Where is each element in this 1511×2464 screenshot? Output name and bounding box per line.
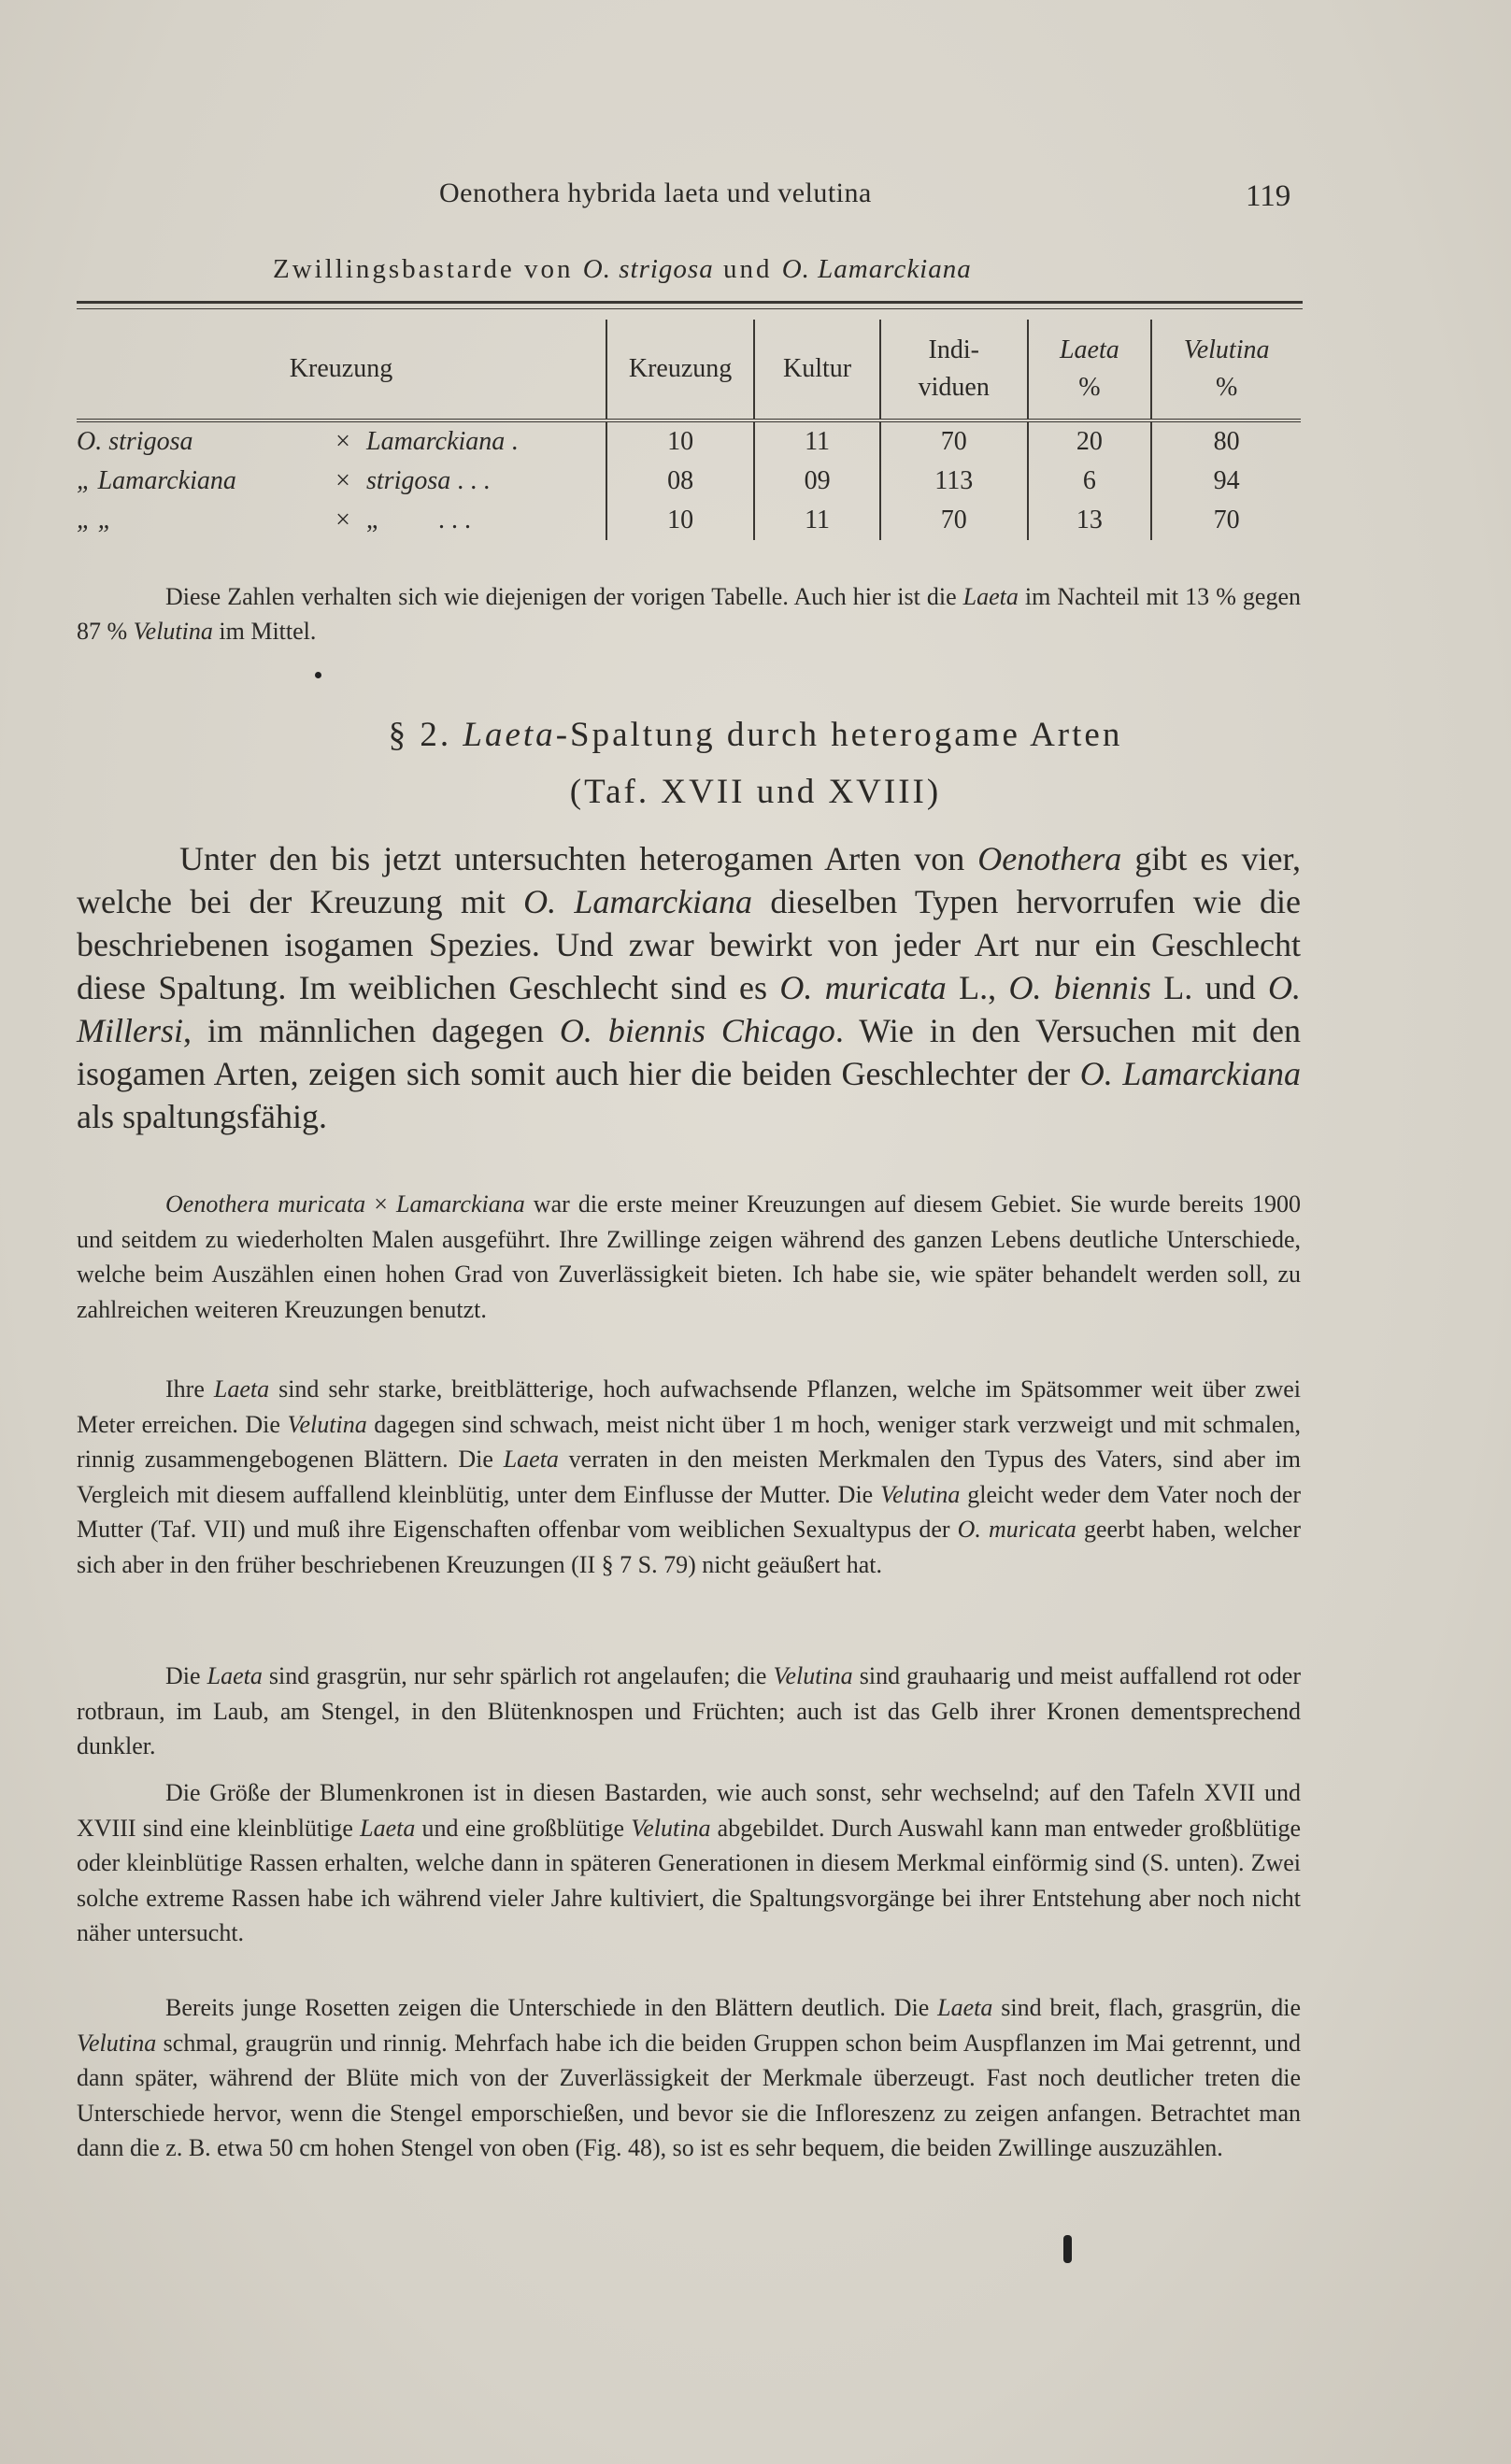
cross-cell: „ „ × „ . . . (77, 506, 471, 534)
cell-individuen: 113 (880, 462, 1027, 501)
cell-kreuzung: 10 (606, 420, 754, 462)
cell-laeta: 13 (1028, 501, 1152, 540)
header-individuen: Indi- viduen (880, 320, 1027, 420)
cell-velutina: 70 (1151, 501, 1301, 540)
table-note: Diese Zahlen verhalten sich wie diejenigen der vorigen Tabelle. Auch hier ist die Laeta im Nachteil mit 13 % gegen 87 % Velutina im Mittel. (77, 583, 1301, 645)
ink-speck (1063, 2235, 1072, 2263)
table-row (77, 462, 1301, 501)
cell-kultur: 09 (754, 462, 880, 501)
cell-velutina: 80 (1151, 420, 1301, 462)
table-header-row (77, 320, 1301, 420)
cell-laeta: 20 (1028, 420, 1152, 462)
intro-paragraph: Unter den bis jetzt untersuchten heterogamen Arten von Oenothera gibt es vier, welche bei der Kreuzung mit O. Lamarckiana dieselben Typen hervorrufen wie die beschriebenen isogamen Spezies. Und zwar bewirkt von jeder Art nur ein Geschlecht diese Spaltung. Im weiblichen Geschlecht sind es O. muricata L., O. biennis L. und O. Millersi, im männlichen dagegen O. biennis Chicago. Wie in den Versuchen mit den isogamen Arten, zeigen sich somit auch hier die beiden Geschlechter der O. Lamarckiana als spaltungsfähig. (77, 840, 1301, 1135)
body-paragraph: Bereits junge Rosetten zeigen die Unterschiede in den Blättern deutlich. Die Laeta sind breit, flach, grasgrün, die Velutina schmal, graugrün und rinnig. Mehrfach habe ich die beiden Gruppen schon beim Auspflanzen im Mai getrennt, und dann später, während der Blüte mich von der Zuverlässigkeit der Merkmale überzeugt. Fast noch deutlicher treten die Unterschiede hervor, wenn die Stengel emporschießen, und bevor sie die Infloreszenz zu zeigen anfangen. Betrachtet man dann die z. B. etwa 50 cm hohen Stengel von oben (Fig. 48), so ist es sehr bequem, die beiden Zwillinge auszuzählen. (77, 1994, 1301, 2161)
caption-text: Zwillingsbastarde von (273, 254, 583, 284)
section-title: § 2. Laeta-Spaltung durch heterogame Arten (388, 716, 1123, 754)
cross-cell: „ Lamarckiana × strigosa . . . (77, 466, 491, 495)
body-paragraph: Die Laeta sind grasgrün, nur sehr spärlich rot angelaufen; die Velutina sind grauhaarig und meist auffallend rot oder rotbraun, im Laub, am Stengel, in den Blütenknospen und Früchten; auch ist das Gelb ihrer Kronen dementsprechend dunkler. (77, 1662, 1301, 1759)
header-kultur: Kultur (754, 320, 880, 420)
crossing-table (77, 320, 1301, 540)
table-row (77, 501, 1301, 540)
cell-kreuzung: 08 (606, 462, 754, 501)
running-title: Oenothera hybrida laeta und velutina (439, 178, 872, 208)
table-top-rule-2 (77, 308, 1303, 309)
cross-cell: O. strigosa × Lamarckiana . (77, 427, 519, 456)
page-number: 119 (1246, 179, 1291, 213)
header-laeta: Laeta % (1028, 320, 1152, 420)
cell-individuen: 70 (880, 501, 1027, 540)
cell-kultur: 11 (754, 501, 880, 540)
ink-speck (315, 672, 321, 678)
section-subtitle: (Taf. XVII und XVIII) (569, 773, 942, 811)
cell-individuen: 70 (880, 420, 1027, 462)
header-kreuzung-jahr: Kreuzung (606, 320, 754, 420)
table-caption (273, 254, 972, 285)
cell-kultur: 11 (754, 420, 880, 462)
caption-and: und (713, 254, 782, 284)
cell-laeta: 6 (1028, 462, 1152, 501)
caption-species-1: O. strigosa (582, 254, 714, 284)
header-velutina: Velutina % (1151, 320, 1301, 420)
table-top-rule (77, 301, 1303, 304)
header-kreuzung: Kreuzung (77, 320, 606, 420)
cell-velutina: 94 (1151, 462, 1301, 501)
body-paragraph: Die Größe der Blumenkronen ist in diesen Bastarden, wie auch sonst, sehr wechselnd; auf den Tafeln XVII und XVIII sind eine kleinblütige Laeta und eine großblütige Velutina abgebildet. Durch Auswahl kann man entweder großblütige oder kleinblütige Rassen erhalten, welche dann in späteren Generationen in diesem Merkmal einförmig sind (S. unten). Zwei solche extreme Rassen habe ich während vieler Jahre kultiviert, die Spaltungsvorgänge bei ihrer Entstehung aber noch nicht näher untersucht. (77, 1779, 1301, 1946)
body-paragraph: Oenothera muricata × Lamarckiana war die erste meiner Kreuzungen auf diesem Gebiet. Sie wurde bereits 1900 und seitdem zu wiederholten Malen ausgeführt. Ihre Zwillinge zeigen während des ganzen Lebens deutliche Unterschiede, welche beim Auszählen einen hohen Grad von Zuverlässigkeit bieten. Ich habe sie, wie später behandelt werden soll, zu zahlreichen weiteren Kreuzungen benutzt. (77, 1190, 1301, 1323)
caption-species-2: O. Lamarckiana (781, 254, 972, 284)
table-row (77, 420, 1301, 462)
cell-kreuzung: 10 (606, 501, 754, 540)
body-paragraph: Ihre Laeta sind sehr starke, breitblätterige, hoch aufwachsende Pflanzen, welche im Spätsommer weit über zwei Meter erreichen. Die Velutina dagegen sind schwach, meist nicht über 1 m hoch, weniger stark verzweigt und mit schmalen, rinnig zusammengebogenen Blättern. Die Laeta verraten in den meisten Merkmalen den Typus des Vaters, sind aber im Vergleich mit diesem auffallend kleinblütig, unter dem Einflusse der Mutter. Die Velutina gleicht weder dem Vater noch der Mutter (Taf. VII) und muß ihre Eigenschaften offenbar vom weiblichen Sexualtypus der O. muricata geerbt haben, welcher sich aber in den früher beschriebenen Kreuzungen (II § 7 S. 79) nicht geäußert hat. (77, 1375, 1302, 1578)
